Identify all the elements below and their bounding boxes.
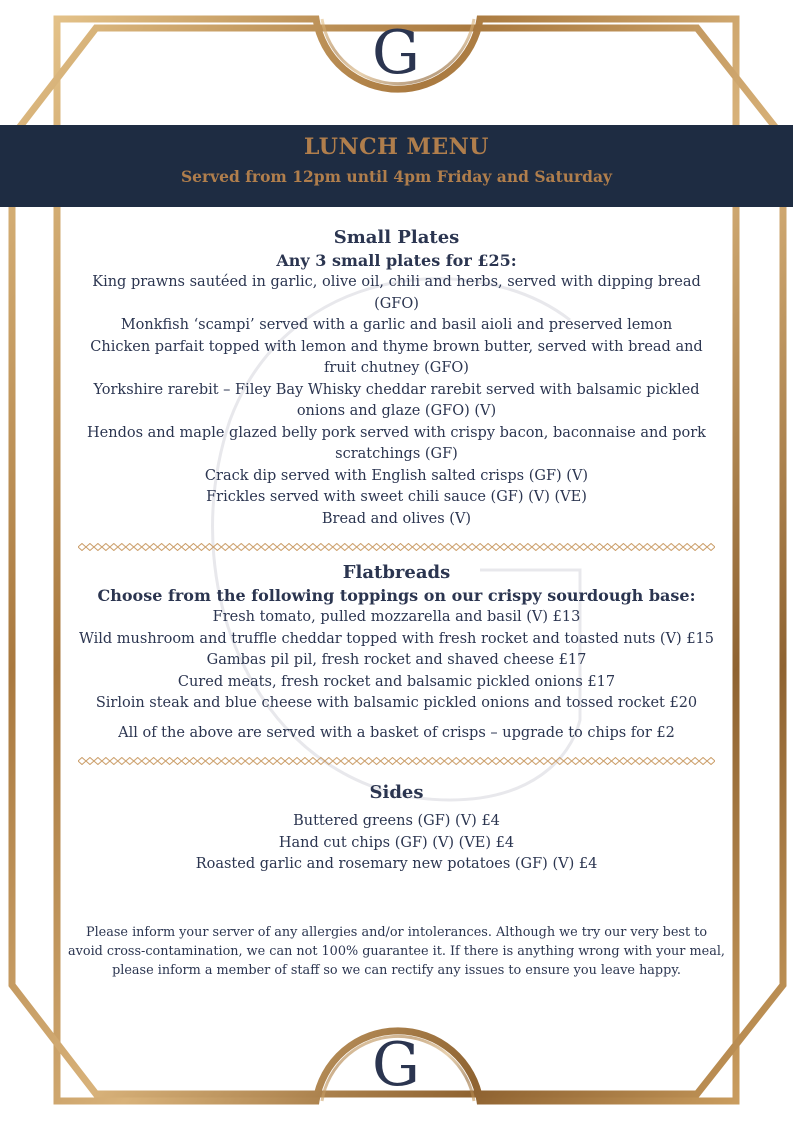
menu-item: Wild mushroom and truffle cheddar topped with fresh rocket and toasted nuts (V) £15: [78, 630, 715, 647]
section-flatbreads: [60, 561, 733, 744]
menu-item: Monkfish ‘scampi’ served with a garlic and basil aioli and preserved lemon: [120, 317, 673, 333]
logo-letter: G: [372, 1030, 420, 1100]
menu-item: Hand cut chips (GF) (V) (VE) £4: [278, 834, 515, 851]
menu-item: Frickles served with sweet chili sauce (GF) (V) (VE): [206, 489, 587, 505]
section-title: Small Plates: [333, 227, 460, 248]
menu-item: Chicken parfait topped with lemon and thyme brown butter, served with bread and fruit chutney (GFO): [90, 338, 703, 376]
section-subtitle: Any 3 small plates for £25:: [276, 251, 517, 270]
section-small-plates: [60, 226, 733, 530]
menu-item: Buttered greens (GF) (V) £4: [293, 813, 500, 829]
menu-item: Gambas pil pil, fresh rocket and shaved cheese £17: [206, 652, 587, 668]
menu-item: Crack dip served with English salted crisps (GF) (V): [204, 467, 589, 484]
section-title: Flatbreads: [342, 562, 451, 583]
flatbread-note: All of the above are served with a basket of crisps – upgrade to chips for £2: [118, 724, 675, 741]
menu-item: Hendos and maple glazed belly pork served with crispy bacon, baconnaise and pork scratchings (GF): [87, 424, 706, 462]
diamond-divider: [78, 757, 715, 765]
logo-top: [346, 18, 446, 88]
menu-subtitle: Served from 12pm until 4pm Friday and Saturday: [180, 167, 613, 186]
menu-title: LUNCH MENU: [304, 134, 489, 160]
logo-letter: G: [372, 18, 420, 88]
menu-content: [60, 226, 733, 876]
diamond-divider: [78, 543, 715, 551]
menu-item: Bread and olives (V): [321, 510, 472, 527]
menu-item: Roasted garlic and rosemary new potatoes (GF) (V) £4: [195, 856, 598, 872]
allergy-disclaimer: Please inform your server of any allergies and/or intolerances. Although we try our very best to avoid cross-contamination, we can not 100% guarantee it. If there is anything wrong with your meal, please inform a member of staff so we can rectify any issues to ensure you leave happy.: [68, 925, 725, 978]
menu-item: Cured meats, fresh rocket and balsamic pickled onions £17: [177, 673, 616, 690]
section-sides: [60, 781, 733, 876]
menu-item: Yorkshire rarebit – Filey Bay Whisky cheddar rarebit served with balsamic pickled onions and glaze (GFO) (V): [93, 381, 700, 419]
section-subtitle: Choose from the following toppings on our crispy sourdough base:: [97, 586, 696, 605]
menu-item: Sirloin steak and blue cheese with balsamic pickled onions and tossed rocket £20: [95, 695, 698, 711]
menu-item: King prawns sautéed in garlic, olive oil, chili and herbs, served with dipping bread (GFO): [92, 274, 701, 312]
menu-item: Fresh tomato, pulled mozzarella and basil (V) £13: [212, 609, 581, 625]
logo-bottom: [346, 1030, 446, 1100]
section-title: Sides: [369, 782, 424, 803]
